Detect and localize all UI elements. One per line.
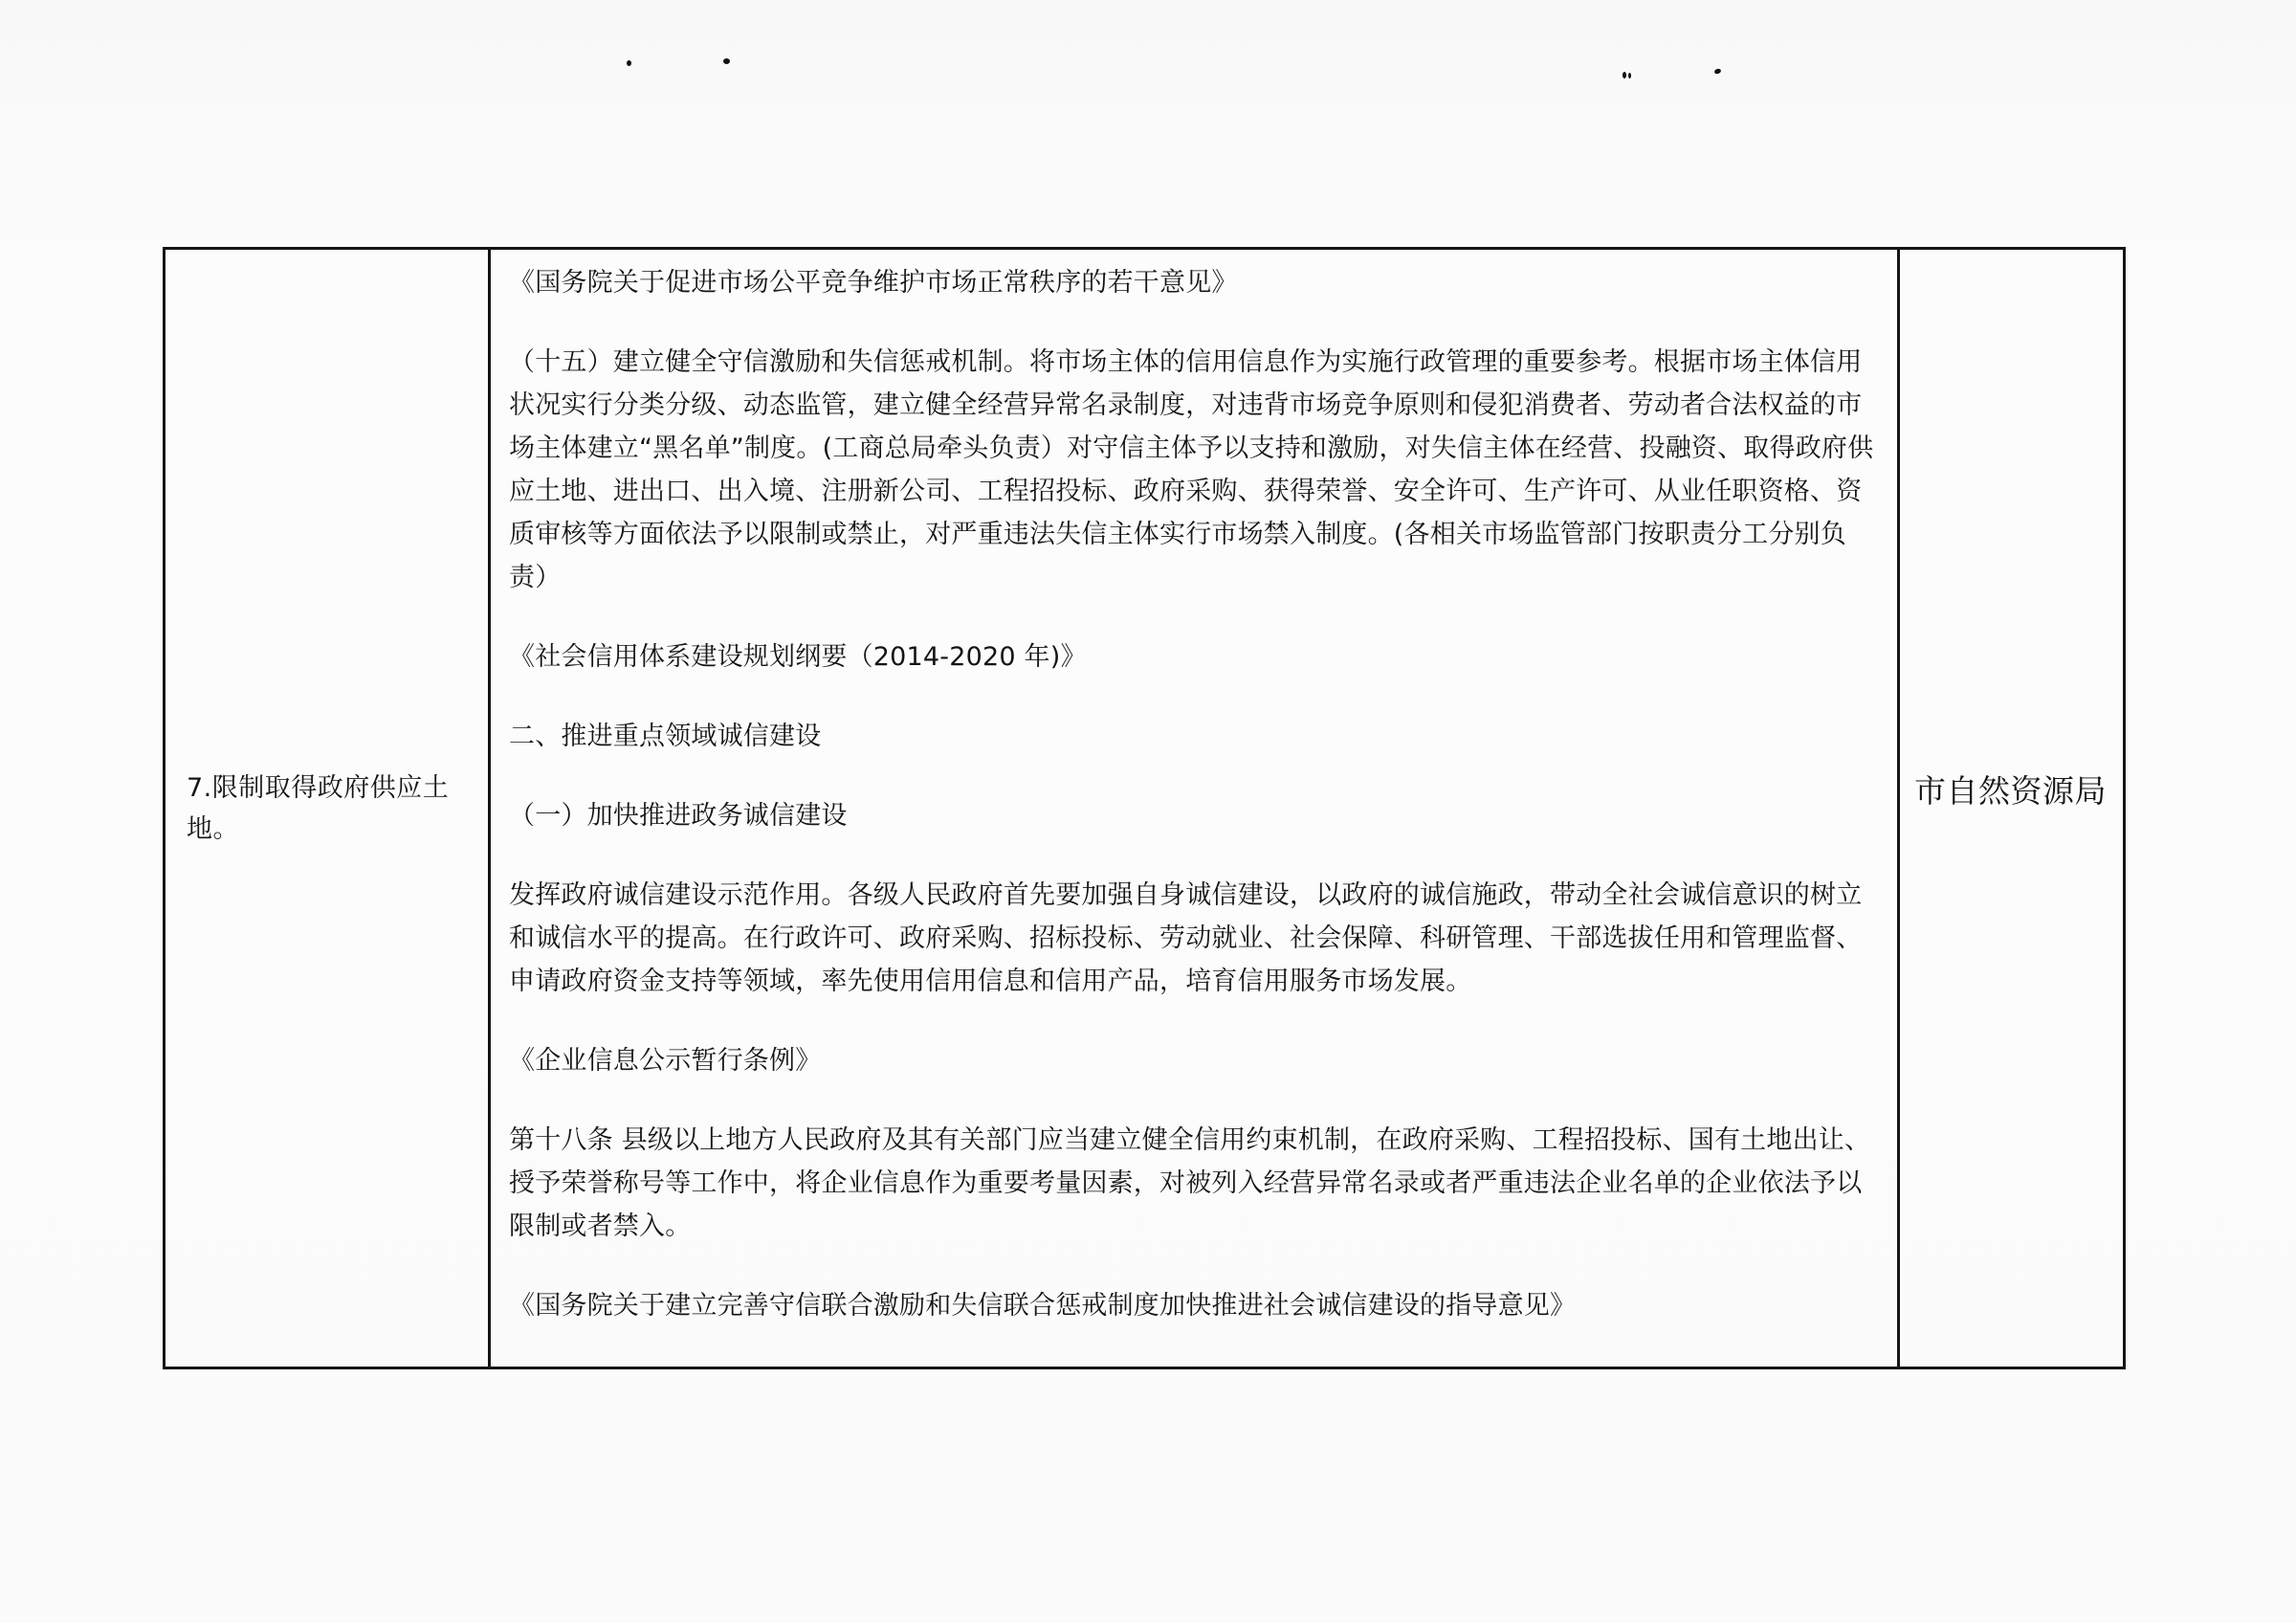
policy-paragraph: 第十八条 县级以上地方人民政府及其有关部门应当建立健全信用约束机制，在政府采购、工程招投标、国有土地出让、授予荣誉称号等工作中，将企业信息作为重要考量因素，对被列入经营异常名录或者严重违法企业名单的企业依法予以限制或者禁入。 bbox=[509, 1125, 1871, 1241]
scan-speck bbox=[723, 58, 730, 64]
policy-paragraph: （一）加快推进政务诚信建设 bbox=[509, 801, 848, 831]
policy-paragraph: 二、推进重点领域诚信建设 bbox=[509, 722, 822, 751]
policy-paragraph: （十五）建立健全守信激励和失信惩戒机制。将市场主体的信用信息作为实施行政管理的重要参考。根据市场主体信用状况实行分类分级、动态监管，建立健全经营异常名录制度，对违背市场竞争原则和侵犯消费者、劳动者合法权益的市场主体建立“黑名单”制度。(工商总局牵头负责）对守信主体予以支持和激励，对失信主体在经营、投融资、取得政府供应土地、进出口、出入境、注册新公司、工程招投标、政府采购、获得荣誉、安全许可、生产许可、从业任职资格、资质审核等方面依法予以限制或禁止，对严重违法失信主体实行市场禁入制度。(各相关市场监管部门按职责分工分别负责） bbox=[509, 347, 1874, 592]
scan-speck bbox=[627, 60, 631, 66]
responsible-department: 市自然资源局 bbox=[1914, 772, 2107, 810]
table-divider bbox=[488, 250, 491, 1367]
table-divider bbox=[1897, 250, 1900, 1367]
policy-paragraph: 《国务院关于建立完善守信联合激励和失信联合惩戒制度加快推进社会诚信建设的指导意见》 bbox=[509, 1291, 1577, 1321]
item-text: 7.限制取得政府供应土地。 bbox=[187, 773, 450, 844]
scan-speck bbox=[1713, 68, 1721, 75]
document-table bbox=[163, 247, 2126, 1369]
policy-paragraph: 《国务院关于促进市场公平竞争维护市场正常秩序的若干意见》 bbox=[509, 268, 1238, 298]
item-cell bbox=[187, 767, 474, 850]
scan-speck bbox=[1623, 72, 1626, 78]
policy-text-cell bbox=[509, 261, 1882, 1327]
policy-paragraph: 发挥政府诚信建设示范作用。各级人民政府首先要加强自身诚信建设，以政府的诚信施政，带动全社会诚信意识的树立和诚信水平的提高。在行政许可、政府采购、招标投标、劳动就业、社会保障、科研管理、干部选拔任用和管理监督、申请政府资金支持等领域，率先使用信用信息和信用产品，培育信用服务市场发展。 bbox=[509, 880, 1863, 996]
responsible-department-cell bbox=[1914, 769, 2115, 813]
policy-paragraph: 《社会信用体系建设规划纲要（2014-2020 年)》 bbox=[509, 642, 1087, 672]
scan-speck bbox=[1628, 73, 1631, 78]
policy-paragraph: 《企业信息公示暂行条例》 bbox=[509, 1046, 822, 1076]
